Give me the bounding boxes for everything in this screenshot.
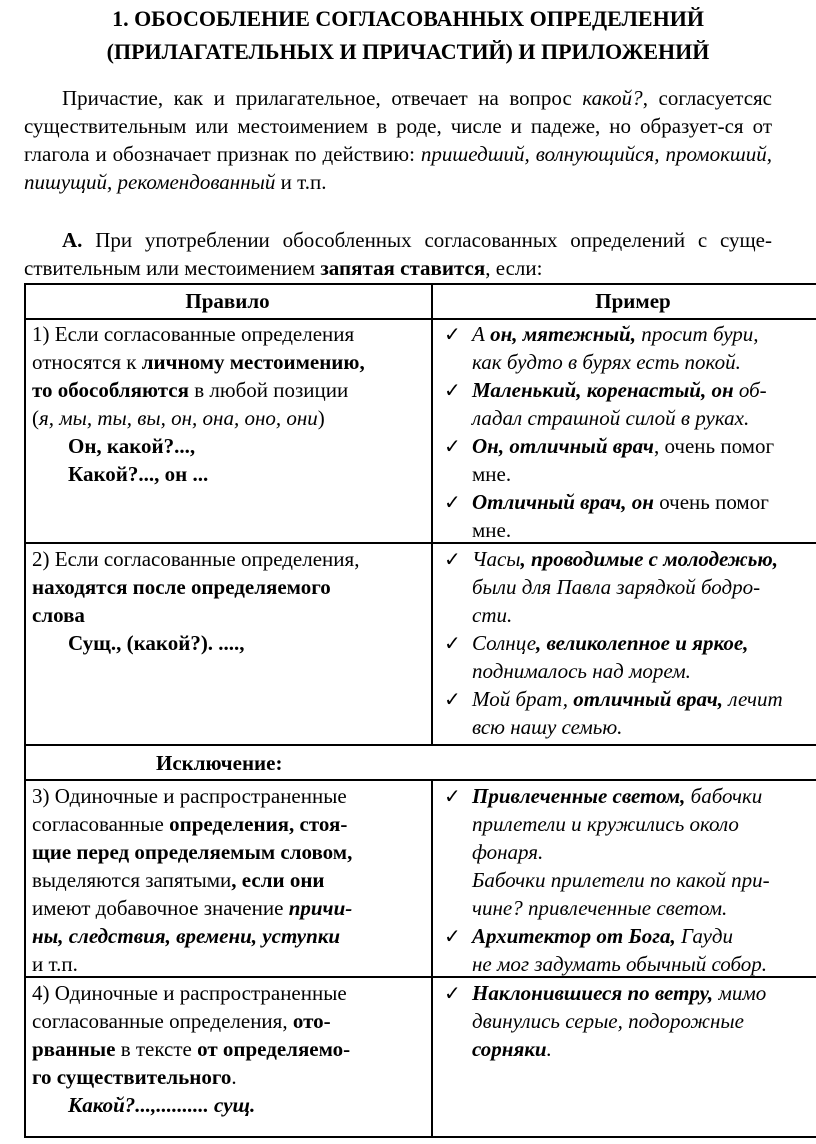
example-continuation: не мог задумать обычный собор. [472, 952, 768, 976]
example-text: Мой брат, [472, 687, 574, 711]
example-text: Гауди [675, 924, 734, 948]
rule1-bold: личному местоимению, [141, 350, 365, 374]
example-continuation: прилетели и кружились около [472, 812, 739, 836]
example-item [444, 979, 816, 1007]
example-item [444, 545, 816, 573]
table-border-row2 [24, 744, 816, 746]
example-text: лечит [723, 687, 783, 711]
example-continuation: Бабочки прилетели по какой при- [472, 868, 770, 892]
table-divider-upper [431, 283, 433, 746]
example-cell-1 [444, 320, 816, 544]
rule3-line1: 3) Одиночные и распространенные [32, 784, 347, 808]
example-continuation: чине? привлеченные светом. [472, 896, 728, 920]
rule3-bold: определения, стоя- [169, 812, 348, 836]
example-item [444, 488, 816, 516]
rule3-line7: и т.п. [32, 952, 78, 976]
table-divider-lower [431, 779, 433, 1138]
intro-text-2: , согласуетсяс существительным или местоимением в роде, числе и падеже, но образует-ся от глагола и обозначает признак по действию: [24, 86, 773, 166]
rule4-line4 [32, 1063, 424, 1091]
example-item [444, 782, 816, 810]
rule1-line1: 1) Если согласованные определения [32, 322, 355, 346]
example-bold: , проводимые с молодежью, [520, 547, 778, 571]
example-continuation: сти. [472, 603, 513, 627]
intro-text-3: и т.п. [275, 170, 327, 194]
check-icon: ✓ [444, 924, 461, 948]
rule3-line5 [32, 894, 424, 922]
check-icon: ✓ [444, 322, 461, 346]
example-text: просит бури, [635, 322, 759, 346]
section-a-label: А. [62, 228, 83, 252]
example-text: Часы [472, 547, 521, 571]
example-bold: , великолепное и яркое, [536, 631, 749, 655]
example-continuation: ладал страшной силой в руках. [472, 406, 750, 430]
example-continuation: поднималось над морем. [472, 659, 691, 683]
example-text: Солнце [472, 631, 537, 655]
rule4-formula: Какой?...,.......... сущ. [68, 1093, 256, 1117]
example-item [444, 432, 816, 460]
section-a-paragraph [24, 226, 772, 282]
table-border-bottom [24, 1136, 816, 1138]
rule3-text: имеют добавочное значение [32, 896, 289, 920]
example-continuation: двинулись серые, подорожные [472, 1009, 744, 1033]
example-item [444, 685, 816, 713]
example-item [444, 320, 816, 348]
rule3-bold: причи- [288, 896, 353, 920]
rule1-line3 [32, 376, 424, 404]
example-continuation: были для Павла зарядкой бодро- [472, 575, 761, 599]
section-a-bold: запятая ставится [320, 256, 486, 280]
rule4-bold: го существительного [32, 1065, 232, 1089]
check-icon: ✓ [444, 434, 461, 458]
rule4-text: в тексте [115, 1037, 198, 1061]
rule3-line4 [32, 866, 424, 894]
example-text: очень помог [653, 490, 769, 514]
example-item [444, 629, 816, 657]
check-icon: ✓ [444, 981, 461, 1005]
example-text: об- [733, 378, 767, 402]
example-bold: сорняки [472, 1037, 547, 1061]
rule3-text: выделяются запятыми [32, 868, 232, 892]
rule1-text: относятся к [32, 350, 142, 374]
example-bold: Маленький, коренастый, он [472, 378, 734, 402]
rule3-line6: ны, следствия, времени, уступки [32, 924, 341, 948]
intro-examples: пришедший, волнующийся, промокший, пишущий, рекомендованный [24, 142, 773, 194]
check-icon: ✓ [444, 631, 461, 655]
rule3-text: согласованные [32, 812, 170, 836]
rule1-text: в любой позиции [188, 378, 349, 402]
check-icon: ✓ [444, 547, 461, 571]
rule2-line1: 2) Если согласованные определения, [32, 547, 360, 571]
check-icon: ✓ [444, 687, 461, 711]
check-icon: ✓ [444, 784, 461, 808]
rule1-pronouns: я, мы, ты, вы, он, она, оно, они [39, 406, 318, 430]
rule-cell-1 [32, 320, 424, 488]
example-text: мимо [713, 981, 767, 1005]
title-line-1: 1. ОБОСОБЛЕНИЕ СОГЛАСОВАННЫХ ОПРЕДЕЛЕНИЙ [112, 6, 704, 31]
rule4-line3 [32, 1035, 424, 1063]
rule1-line4 [32, 404, 424, 432]
rule1-line2 [32, 348, 424, 376]
rule4-text: согласованные определения, [32, 1009, 293, 1033]
rule3-line3: щие перед определяемым словом, [32, 840, 353, 864]
example-continuation [444, 1035, 816, 1063]
example-continuation: фонаря. [472, 840, 544, 864]
rule4-line1: 4) Одиночные и распространенные [32, 981, 347, 1005]
rule3-bold: , если они [231, 868, 325, 892]
intro-text-1: Причастие, как и прилагательное, отвечает на вопрос [62, 86, 583, 110]
rule4-text: . [231, 1065, 237, 1089]
page-title [20, 2, 796, 68]
example-bold: отличный врач, [573, 687, 724, 711]
example-cell-4 [444, 979, 816, 1063]
section-a-text-2: , если: [485, 256, 543, 280]
rule2-line3: слова [32, 603, 85, 627]
example-cell-2 [444, 545, 816, 741]
intro-question: какой? [582, 86, 643, 110]
example-continuation: мне. [472, 462, 512, 486]
rule-cell-4 [32, 979, 424, 1119]
rule1-text: ( [32, 406, 39, 430]
example-bold: Архитектор от Бога, [472, 924, 676, 948]
example-bold: Он, отличный врач [472, 434, 654, 458]
example-item [444, 376, 816, 404]
check-icon: ✓ [444, 378, 461, 402]
rule4-bold: рванные [32, 1037, 116, 1061]
example-text: бабочки [685, 784, 763, 808]
title-line-2: (ПРИЛАГАТЕЛЬНЫХ И ПРИЧАСТИЙ) И ПРИЛОЖЕНИЙ [106, 39, 710, 64]
exception-label: Исключение: [156, 751, 283, 775]
example-bold: Привлеченные светом, [472, 784, 686, 808]
example-bold: Наклонившиеся по ветру, [472, 981, 714, 1005]
section-a-text-1: При употреблении обособленных согласованных определений с суще- ствительным или местоимением [24, 228, 772, 280]
rule1-formula-1: Он, какой?..., [68, 434, 196, 458]
intro-paragraph [24, 84, 772, 196]
rule1-bold: то обособляются [32, 378, 189, 402]
rule3-line2 [32, 810, 424, 838]
table-border-exception [24, 779, 816, 781]
example-cell-3 [444, 782, 816, 978]
example-continuation: мне. [472, 518, 512, 542]
example-continuation: как будто в бурях есть покой. [472, 350, 741, 374]
rule4-bold: ото- [292, 1009, 331, 1033]
example-text: . [546, 1037, 552, 1061]
rule1-formula-2: Какой?..., он ... [68, 462, 209, 486]
example-item [444, 922, 816, 950]
check-icon: ✓ [444, 490, 461, 514]
example-bold: Отличный врач, он [472, 490, 654, 514]
example-continuation: всю нашу семью. [472, 715, 623, 739]
column-header-rule: Правило [185, 289, 270, 313]
rule4-bold: от определяемо- [197, 1037, 351, 1061]
example-bold: он, мятежный, [490, 322, 636, 346]
rule-cell-2 [32, 545, 424, 657]
rule2-formula: Сущ., (какой?). ...., [68, 631, 245, 655]
example-text: А [472, 322, 491, 346]
rule2-line2: находятся после определяемого [32, 575, 331, 599]
table-border-left [24, 283, 26, 1138]
example-text: , очень помог [653, 434, 775, 458]
rule4-line2 [32, 1007, 424, 1035]
column-header-example: Пример [595, 289, 671, 313]
rule1-text: ) [317, 406, 325, 430]
rule-cell-3 [32, 782, 424, 978]
